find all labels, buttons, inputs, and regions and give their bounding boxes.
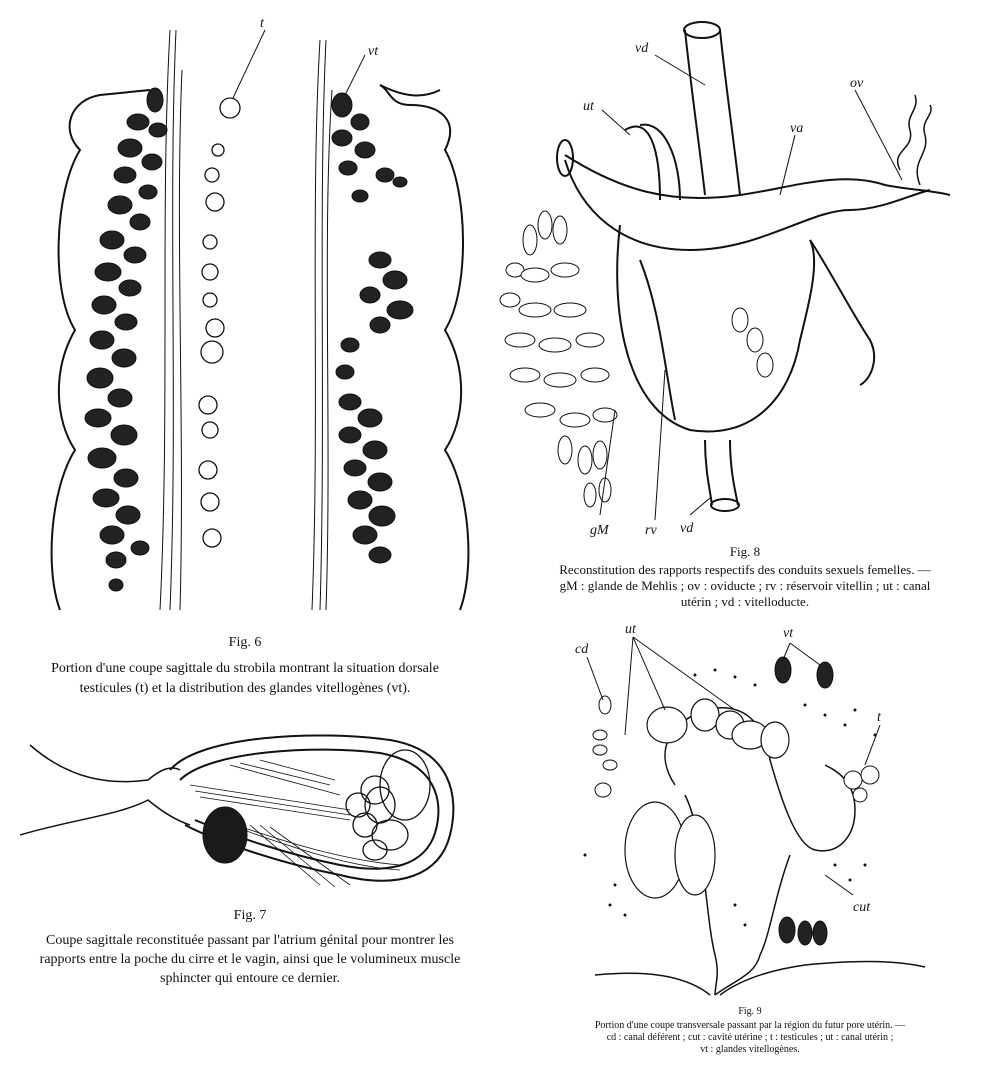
fig6-drawing xyxy=(20,10,480,625)
label-rv: rv xyxy=(645,523,657,538)
testicules xyxy=(199,98,240,547)
label-gM: gM xyxy=(590,523,609,538)
label-ut-fig9: ut xyxy=(625,622,636,637)
cd-profiles xyxy=(593,696,617,797)
fig6-caption-line2: testicules (t) et la distribution des glandes vitellogènes (vt). xyxy=(79,681,411,696)
fig8-caption-line2: gM : glande de Mehlis ; ov : oviducte ; rv : réservoir vitellin ; ut : canal xyxy=(559,578,931,593)
vitellogene-glands-fig9 xyxy=(775,657,833,945)
fig7-drawing xyxy=(20,725,480,905)
genital-atrium xyxy=(20,745,190,835)
label-ov: ov xyxy=(850,76,864,91)
fig9-caption-line3: vt : glandes vitellogènes. xyxy=(700,1044,800,1055)
label-t: t xyxy=(260,16,264,31)
fig8-title: Fig. 8 xyxy=(729,544,761,559)
oviduct xyxy=(898,95,931,185)
fig6-caption-line1: Portion d'une coupe sagittale du strobila montrant la situation dorsale xyxy=(51,661,439,676)
uterine-canal-walls xyxy=(625,699,789,898)
fig7-caption-line3: sphincter qui entoure ce dernier. xyxy=(160,971,340,986)
label-vd-bottom: vd xyxy=(680,521,694,536)
vitellogene-glands-left xyxy=(85,88,167,591)
duct-va xyxy=(557,140,950,250)
cirrus-pouch xyxy=(170,735,453,880)
fig9-drawing xyxy=(555,615,955,1005)
fig9-caption-line1: Portion d'une coupe transversale passant par la région du futur pore utérin. — xyxy=(594,1020,906,1031)
label-va: va xyxy=(790,121,804,136)
vitelloduct-upper xyxy=(684,22,740,195)
fig7-caption xyxy=(0,906,500,988)
fig6-title: Fig. 6 xyxy=(228,635,262,650)
fig7-title: Fig. 7 xyxy=(233,908,267,923)
fig8-caption-line1: Reconstitution des rapports respectifs des conduits sexuels femelles. — xyxy=(559,562,931,577)
vitelloduct-lower xyxy=(705,440,739,511)
fig8-caption-line3: utérin ; vd : vitelloducte. xyxy=(680,594,810,609)
fig6-caption xyxy=(0,633,490,699)
muscle-fibers xyxy=(160,30,332,610)
fig8-caption xyxy=(500,544,990,610)
label-cd: cd xyxy=(575,642,589,657)
fig8-drawing xyxy=(490,10,990,545)
fig9-title: Fig. 9 xyxy=(738,1006,762,1017)
label-t-fig9: t xyxy=(877,710,881,725)
label-vt-fig9: vt xyxy=(783,626,794,641)
vitellogene-glands-right xyxy=(332,93,413,563)
testicules-fig9 xyxy=(844,766,879,802)
fig7-caption-line2: rapports entre la poche du cirre et le vagin, ainsi que le volumineux muscle xyxy=(39,952,461,967)
fig6-leaders xyxy=(233,30,365,98)
label-ut: ut xyxy=(583,99,594,114)
label-vt: vt xyxy=(368,44,379,59)
vesicles xyxy=(346,750,430,860)
sphincter-muscle xyxy=(203,807,247,863)
fig9-caption xyxy=(530,1006,970,1056)
label-vd-top: vd xyxy=(635,41,649,56)
fig7-caption-line1: Coupe sagittale reconstituée passant par l'atrium génital pour montrer les xyxy=(45,933,454,948)
fig9-caption-line2: cd : canal déférent ; cut : cavité utérine ; t : testicules ; ut : canal utérin ; xyxy=(606,1032,894,1043)
label-cut: cut xyxy=(853,900,871,915)
